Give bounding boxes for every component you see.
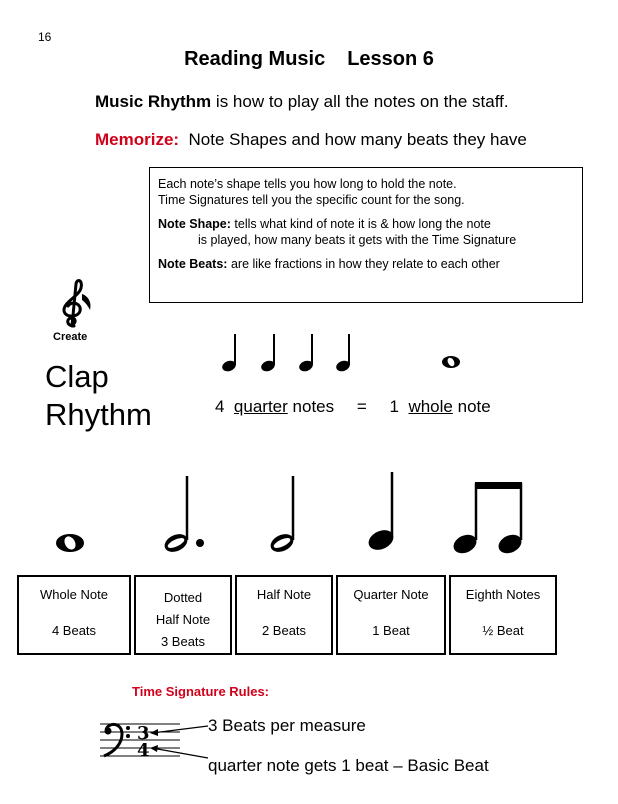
- note-name: Quarter Note: [353, 587, 429, 602]
- note-word: note: [457, 397, 491, 416]
- note-box-half: [235, 575, 333, 655]
- time-sig-top: 3: [137, 723, 150, 744]
- info-line-1: Each note’s shape tells you how long to hold the note.: [158, 177, 457, 191]
- note-beats: 3 Beats: [160, 634, 206, 649]
- quarter-note-small-2: [260, 334, 277, 373]
- clap-rhythm-heading: [45, 358, 152, 434]
- intro-rest: is how to play all the notes on the staff.: [215, 92, 509, 111]
- info-box: [149, 167, 583, 303]
- quarter-notes-group: [220, 330, 470, 375]
- note-shape-term: Note Shape:: [158, 217, 231, 231]
- note-beats-text: are like fractions in how they relate to each other: [230, 257, 500, 271]
- memorize-label: Memorize:: [95, 130, 180, 149]
- quarter-word: quarter: [233, 397, 288, 416]
- intro-sentence: [95, 92, 509, 112]
- note-name: Dotted: [163, 590, 203, 605]
- page-title: [0, 48, 618, 71]
- time-sig-bottom-meaning: quarter note gets 1 beat – Basic Beat: [208, 756, 489, 775]
- note-beats: 2 Beats: [261, 623, 307, 638]
- rhythm-word: Rhythm: [45, 397, 152, 432]
- note-box-whole: [17, 575, 131, 655]
- note-name: Whole Note: [40, 587, 108, 602]
- time-signature-rules-title: Time Signature Rules:: [132, 684, 270, 699]
- whole-note-small: [442, 356, 460, 368]
- info-note-beats: [158, 256, 574, 272]
- info-note-shape: [158, 216, 574, 232]
- memorize-text: Note Shapes and how many beats they have: [188, 130, 527, 149]
- note-name-multiline: [136, 587, 230, 653]
- note-name: Half Note: [256, 587, 312, 602]
- quarter-note-small-3: [298, 334, 315, 373]
- note-beats: ½ Beat: [482, 623, 524, 638]
- note-beats: 1 Beat: [372, 623, 410, 638]
- notes-word: notes: [292, 397, 335, 416]
- note-box-quarter: [336, 575, 446, 655]
- whole-word: whole: [408, 397, 453, 416]
- time-sig-bottom: 4: [137, 740, 150, 761]
- time-sig-top-meaning: 3 Beats per measure: [208, 716, 366, 735]
- quarter-note-small-4: [335, 334, 352, 373]
- note-box-eighth: [449, 575, 557, 655]
- note-beats: 4 Beats: [51, 623, 97, 638]
- bass-clef-staff: [100, 714, 212, 774]
- clap-word: Clap: [45, 359, 109, 394]
- note-name-line2: Half Note: [155, 612, 211, 627]
- info-line-2: Time Signatures tell you the specific count for the song.: [158, 193, 465, 207]
- whole-note-symbol: [56, 534, 84, 552]
- count-left: 4: [215, 397, 225, 416]
- title-lesson: Lesson 6: [347, 48, 434, 70]
- eighth-notes-symbol: [451, 482, 525, 557]
- note-equation: [215, 397, 491, 417]
- note-shape-text-2: is played, how many beats it gets with the Time Signature: [198, 233, 517, 247]
- note-shape-text: tells what kind of note it is & how long the note: [234, 217, 491, 231]
- treble-clef-icon: [52, 278, 100, 330]
- note-beats-term: Note Beats:: [158, 257, 228, 271]
- arrow-top: [150, 726, 208, 736]
- quarter-note-symbol: [365, 472, 396, 554]
- create-label: Create: [53, 331, 88, 343]
- intro-term: Music Rhythm: [95, 92, 212, 111]
- dotted-half-note-symbol: [162, 476, 204, 555]
- title-main: Reading Music: [184, 48, 326, 70]
- equals-sign: =: [356, 397, 367, 416]
- quarter-note-small-1: [221, 334, 238, 373]
- memorize-line: [95, 130, 527, 150]
- page-number: 16: [38, 30, 52, 44]
- note-symbols-row: [0, 470, 618, 560]
- count-right: 1: [389, 397, 399, 416]
- note-box-dotted-half: [134, 575, 232, 655]
- note-name: Eighth Notes: [465, 587, 541, 602]
- half-note-symbol: [268, 476, 297, 555]
